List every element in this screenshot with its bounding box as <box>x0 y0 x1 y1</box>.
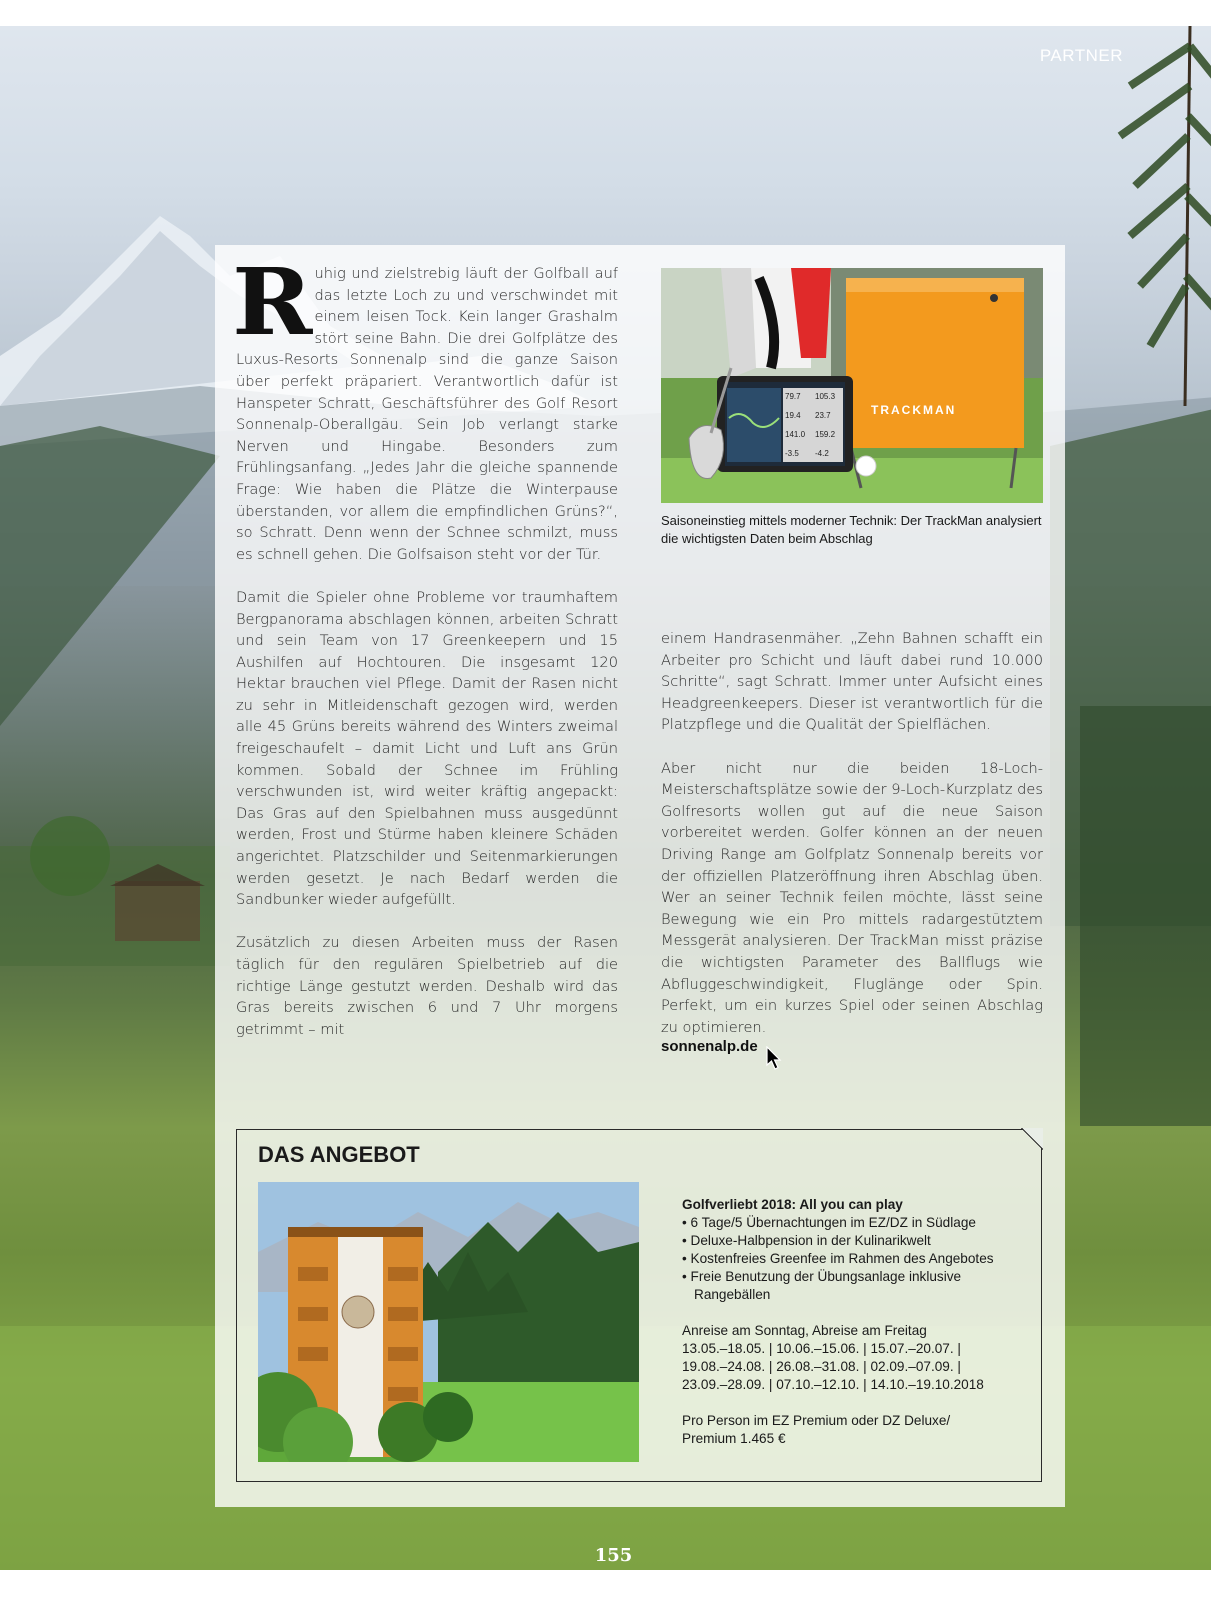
article-column-1 <box>232 248 618 1040</box>
article-paragraph-5: Aber nicht nur die beiden 18-Loch-Meisterschaftsplätze sowie der 9-Loch-Kurzplatz des Golfresorts wollen gut auf die neue Saison vorbereitet werden. Golfer können an der neuen Driving Range am Golfplatz Sonnenalp bereits vor der offiziellen Platzeröffnung ihren Abschlag üben. Wer an seiner Technik feilen möchte, lässt seine Bewegung wie ein Pro mittels radargestütztem Messgerät analysieren. Der TrackMan misst präzise die wichtigsten Parameter des Ballflugs wie Abfluggeschwindigkeit, Fluglänge oder Spin. Perfekt, um ein kurzes Spiel oder seinen Abschlag zu optimieren. <box>661 759 1044 1036</box>
offer-bullet: • Freie Benutzung der Übungsanlage inklusive Rangebällen <box>682 1268 1022 1304</box>
article-column-2 <box>661 628 1043 1038</box>
device-reading-1: 79.7 <box>785 392 801 401</box>
device-reading-7: -3.5 <box>785 449 799 458</box>
fir-branch <box>1110 26 1227 406</box>
article-paragraph-1 <box>232 248 618 565</box>
offer-dates-line-1: 13.05.–18.05. | 10.06.–15.06. | 15.07.–20.07. | <box>682 1341 961 1356</box>
offer-details <box>682 1196 1022 1448</box>
device-reading-4: 23.7 <box>815 411 831 420</box>
offer-dates-line-2: 19.08.–24.08. | 26.08.–31.08. | 02.09.–07.09. | <box>682 1359 961 1374</box>
offer-heading: Golfverliebt 2018: All you can play <box>682 1197 903 1212</box>
offer-bullet-list <box>682 1214 1022 1304</box>
hotel-photo <box>258 1182 639 1462</box>
offer-dates-line-3: 23.09.–28.09. | 07.10.–12.10. | 14.10.–19.10.2018 <box>682 1377 984 1392</box>
mouse-cursor-icon <box>766 1046 784 1072</box>
offer-bullet: • Kostenfreies Greenfee im Rahmen des Angebotes <box>682 1250 1022 1268</box>
article-paragraph-4: einem Handrasenmäher. „Zehn Bahnen schafft ein Arbeiter pro Schicht und läuft dabei rund 10.000 Schritte“, sagt Schratt. Immer unter Aufsicht eines Headgreenkeepers. Dieser ist verantwortlich für die Platzpflege und die Qualität der Spielflächen. <box>661 630 1043 734</box>
trackman-device-label: TRACKMAN <box>871 403 957 417</box>
article-paragraph-2: Damit die Spieler ohne Probleme vor traumhaftem Bergpanorama abschlagen können, arbeiten Schratt und sein Team von 17 Greenkeepern und 15 Aushilfen auf Hochtouren. Die insgesamt 120 Hektar brauchen viel Pflege. Damit der Rasen nicht zu sehr in Mitleidenschaft gezogen wird, werden alle 45 Grüns bereits während des Winters zweimal freigeschaufelt – damit Licht und Luft ans Grün kommen. Sobald der Schnee im Frühling verschwunden ist, wird weiter kräftig angepackt: Das Gras auf den Spielbahnen muss ausgedünnt werden, Frost und Stürme haben kleinere Schäden angerichtet. Platzschilder und Seitenmarkierungen werden gesetzt. Je nach Bedarf werden die Sandbunker wieder aufgefüllt. <box>236 588 618 909</box>
website-link[interactable]: sonnenalp.de <box>661 1038 758 1055</box>
offer-title: DAS ANGEBOT <box>258 1142 420 1167</box>
device-reading-5: 141.0 <box>785 430 806 439</box>
section-label: PARTNER <box>1039 46 1123 65</box>
offer-box <box>236 1129 1042 1482</box>
offer-price-line-2: Premium 1.465 € <box>682 1431 786 1446</box>
offer-box-corner <box>1021 1128 1043 1150</box>
photo-caption: Saisoneinstieg mittels moderner Technik: Der TrackMan analysiert die wichtigsten Daten beim Abschlag <box>661 513 1042 546</box>
device-reading-3: 19.4 <box>785 411 801 420</box>
device-reading-6: 159.2 <box>815 430 836 439</box>
offer-bullet: • Deluxe-Halbpension in der Kulinarikwelt <box>682 1232 1022 1250</box>
device-reading-8: -4.2 <box>815 449 829 458</box>
page-bottom-margin <box>0 1570 1227 1600</box>
article-paragraph-3: Zusätzlich zu diesen Arbeiten muss der Rasen täglich für den regulären Spielbetrieb auf die richtige Länge gestutzt werden. Deshalb wird das Gras bereits zwischen 6 und 7 Uhr morgens getrimmt – mit <box>236 934 618 1038</box>
page-right-margin <box>1211 0 1227 1600</box>
offer-dates-intro: Anreise am Sonntag, Abreise am Freitag <box>682 1323 927 1338</box>
page-number: 155 <box>594 1545 633 1566</box>
device-reading-2: 105.3 <box>815 392 836 401</box>
offer-bullet: • 6 Tage/5 Übernachtungen im EZ/DZ in Südlage <box>682 1214 1022 1232</box>
dropcap-letter: R <box>232 248 313 356</box>
trackman-photo <box>661 268 1043 503</box>
hotel-illustration <box>258 1182 639 1462</box>
offer-price-line-1: Pro Person im EZ Premium oder DZ Deluxe/ <box>682 1413 951 1428</box>
trackman-illustration <box>661 268 1043 503</box>
article-paragraph-1-text: uhig und zielstrebig läuft der Golfball auf das letzte Loch zu und verschwindet mit einem leisen Tock. Kein langer Grashalm stört seine Bahn. Die drei Golfplätze des Luxus-Resorts Sonnenalp sind die ganze Saison über perfekt präpariert. Verantwortlich dafür ist Hanspeter Schratt, Geschäftsführer des Golf Resort Sonnenalp-Oberallgäu. Sein Job verlangt starke Nerven und Hingabe. Besonders zum Frühlingsanfang. „Jedes Jahr die gleiche spannende Frage: Wie haben die Plätze die Winterpause überstanden, vor allem die empfindlichen Grüns?“, so Schratt. Denn wenn der Schnee schmilzt, muss es schnell gehen. Die Golfsaison steht vor der Tür. <box>236 265 618 563</box>
